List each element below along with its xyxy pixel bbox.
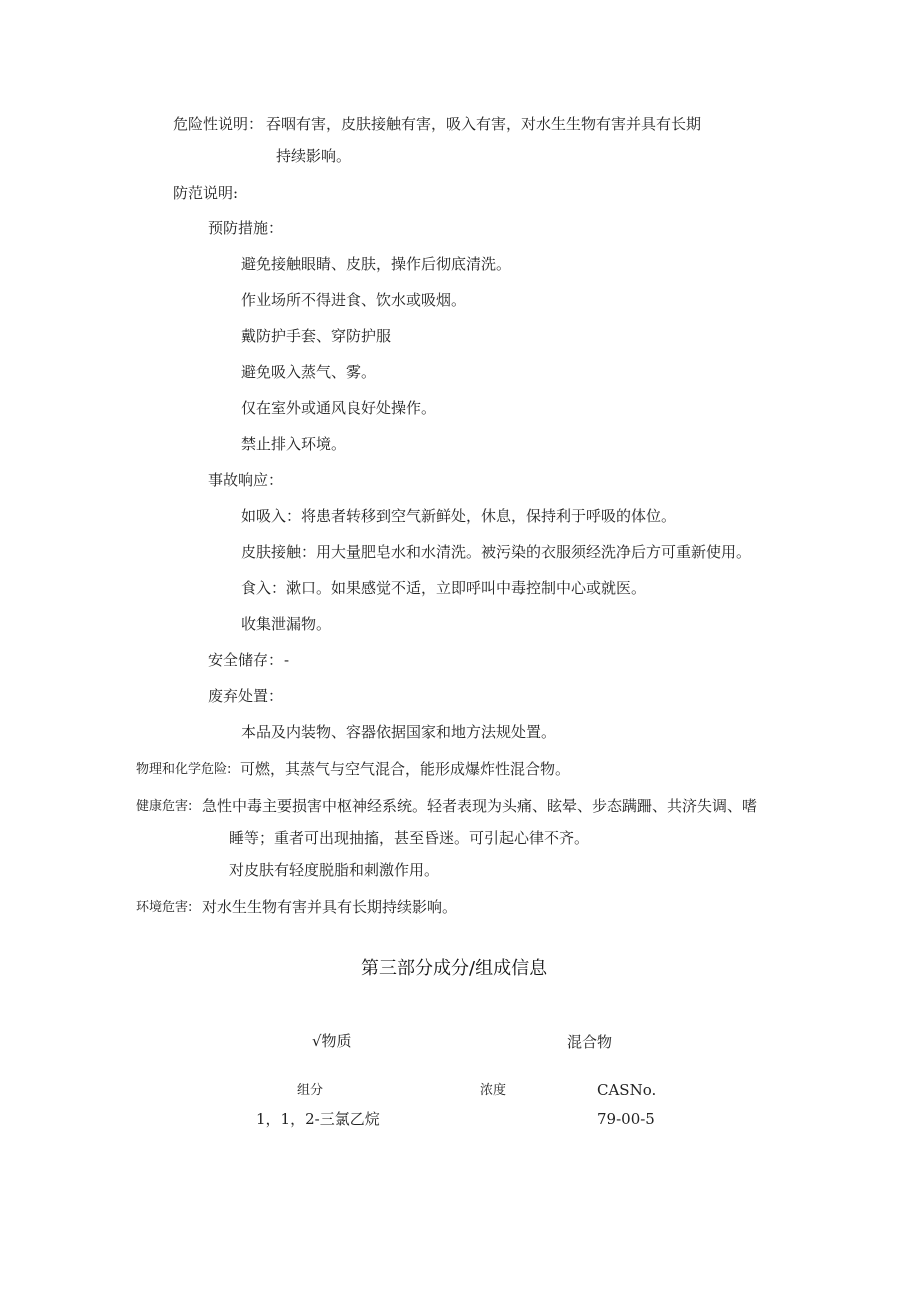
prevention-item: 避免吸入蒸气、雾。 [241, 363, 377, 381]
hazard-statement-line2: 持续影响。 [276, 147, 352, 165]
health-line3: 对皮肤有轻度脱脂和刺激作用。 [229, 861, 440, 879]
storage-value: - [284, 651, 290, 669]
health-label: 健康危害: [136, 799, 193, 814]
response-item: 如吸入：将患者转移到空气新鲜处，休息，保持利于呼吸的体位。 [241, 507, 677, 525]
table-cell-cas: 79-00-5 [597, 1110, 655, 1128]
environment-label: 环境危害: [136, 900, 193, 915]
storage-label: 安全储存： [208, 651, 284, 669]
response-item: 食入：漱口。如果感觉不适，立即呼叫中毒控制中心或就医。 [241, 579, 647, 597]
response-item: 收集泄漏物。 [241, 615, 332, 633]
prevention-item: 戴防护手套、穿防护服 [241, 327, 392, 345]
hazard-statement-label: 危险性说明： [173, 115, 264, 133]
table-header-cas: CASNo. [597, 1081, 657, 1099]
health-line2: 睡等；重者可出现抽搐，甚至昏迷。可引起心律不齐。 [229, 829, 590, 847]
substance-option: √物质 [312, 1032, 352, 1050]
prevention-item: 禁止排入环境。 [241, 435, 347, 453]
table-cell-component: 1，1，2-三氯乙烷 [256, 1110, 380, 1128]
disposal-item: 本品及内装物、容器依据国家和地方法规处置。 [241, 723, 557, 741]
mixture-option: 混合物 [567, 1033, 613, 1051]
response-item: 皮肤接触：用大量肥皂水和水清洗。被污染的衣服须经洗净后方可重新使用。 [241, 543, 752, 561]
health-line1: 急性中毒主要损害中枢神经系统。轻者表现为头痛、眩晕、步态蹒跚、共济失调、嗜 [202, 797, 758, 815]
prevention-item: 仅在室外或通风良好处操作。 [241, 399, 437, 417]
physchem-text: 可燃，其蒸气与空气混合，能形成爆炸性混合物。 [240, 760, 571, 778]
table-header-concentration: 浓度 [480, 1083, 507, 1098]
prevention-label: 预防措施： [208, 219, 284, 237]
table-header-component: 组分 [297, 1083, 324, 1098]
section3-title: 第三部分成分/组成信息 [361, 958, 548, 979]
physchem-label: 物理和化学危险: [136, 762, 232, 777]
prevention-item: 作业场所不得进食、饮水或吸烟。 [241, 291, 467, 309]
precaution-label: 防范说明: [173, 184, 239, 202]
prevention-item: 避免接触眼睛、皮肤，操作后彻底清洗。 [241, 255, 512, 273]
environment-text: 对水生生物有害并具有长期持续影响。 [202, 898, 458, 916]
response-label: 事故响应： [208, 471, 284, 489]
disposal-label: 废弃处置： [208, 687, 284, 705]
hazard-statement-line1: 吞咽有害，皮肤接触有害，吸入有害，对水生生物有害并具有长期 [266, 115, 702, 133]
